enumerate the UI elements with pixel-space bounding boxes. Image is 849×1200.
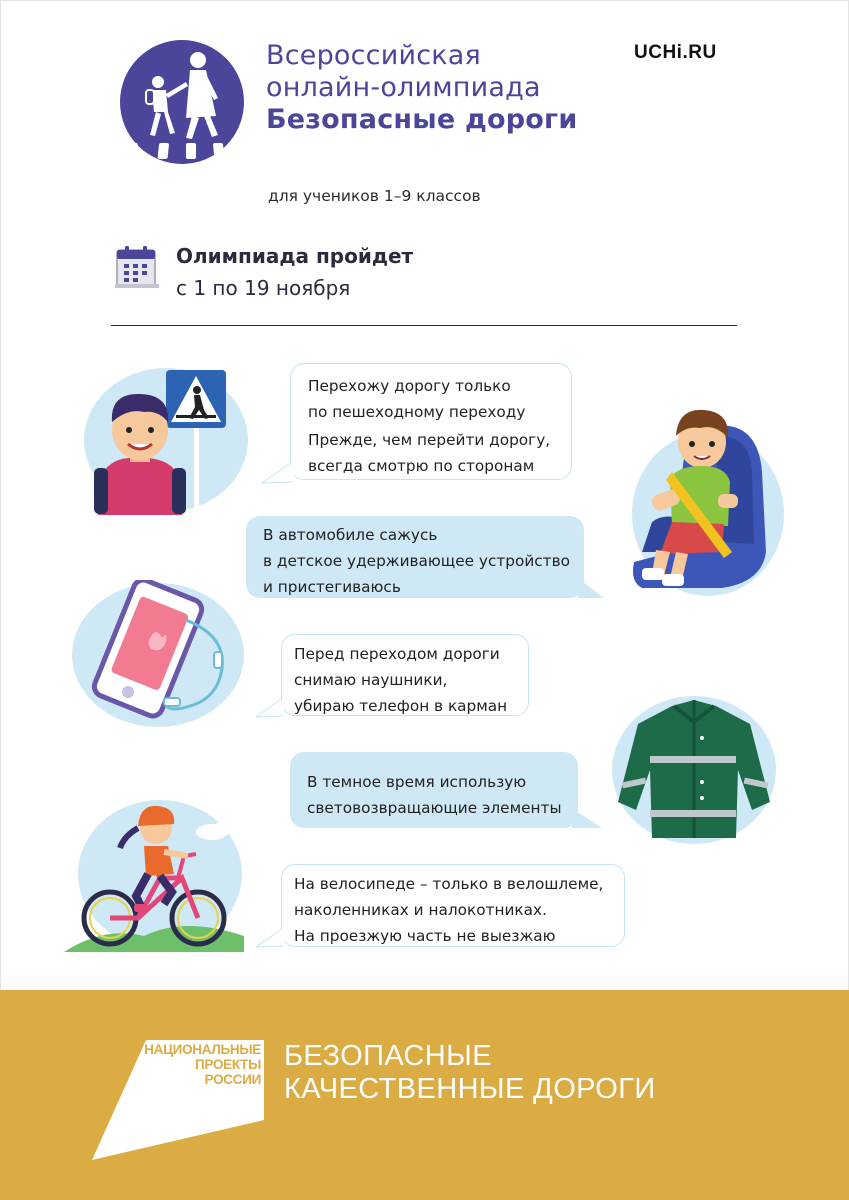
rule-4-line-1: В темное время использую	[307, 773, 527, 791]
title-line-1: Всероссийская	[266, 40, 481, 71]
np-line-3: РОССИИ	[204, 1072, 261, 1087]
rule-3-line-3: убираю телефон в карман	[294, 697, 508, 715]
brand-logo: UCHi.RU	[634, 42, 717, 63]
schedule-dates: с 1 по 19 ноября	[176, 276, 351, 300]
child-car-seat-illustration	[612, 402, 784, 602]
np-line-1: НАЦИОНАЛЬНЫЕ	[144, 1042, 261, 1057]
phone-headphones-illustration	[70, 580, 246, 730]
rule-5-line-3: На проезжую часть не выезжаю	[294, 927, 556, 945]
olympiad-title	[266, 40, 626, 136]
rule-4-line-2: световозвращающие элементы	[307, 799, 562, 817]
rule-bubble-reflective	[290, 752, 578, 828]
rule-bubble-crosswalk	[290, 363, 572, 480]
rule-1-line-2: по пешеходному переходу	[308, 403, 526, 421]
divider	[111, 325, 737, 326]
boy-crosswalk-sign-illustration	[78, 360, 248, 515]
rule-2-line-1: В автомобиле сажусь	[263, 526, 438, 544]
pedestrians-logo-icon	[120, 40, 244, 164]
rule-5-line-1: На велосипеде – только в велошлеме,	[294, 875, 604, 893]
rule-3-line-1: Перед переходом дороги	[294, 645, 500, 663]
bubble-tail	[262, 462, 294, 484]
reflective-jacket-illustration	[610, 692, 778, 847]
footer-project-title	[284, 1040, 656, 1106]
bubble-tail	[572, 808, 602, 828]
footer-title-line-1: БЕЗОПАСНЫЕ	[284, 1040, 492, 1072]
rule-3-line-2: снимаю наушники,	[294, 671, 448, 689]
title-line-2: онлайн-олимпиада	[266, 72, 541, 103]
girl-bicycle-illustration	[64, 796, 244, 952]
rule-1-line-1: Перехожу дорогу только	[308, 377, 511, 395]
rule-2-line-2: в детское удерживающее устройство	[263, 552, 570, 570]
rule-1-line-4: всегда смотрю по сторонам	[308, 457, 535, 475]
rule-bubble-headphones	[281, 634, 529, 716]
rule-5-line-2: наколенниках и налокотниках.	[294, 901, 547, 919]
schedule-title: Олимпиада пройдет	[176, 244, 414, 268]
footer-title-line-2: КАЧЕСТВЕННЫЕ ДОРОГИ	[284, 1073, 656, 1105]
rule-bubble-bicycle	[281, 864, 625, 947]
rule-2-line-3: и пристегиваюсь	[263, 578, 401, 596]
bubble-tail	[578, 578, 604, 598]
audience-subtitle: для учеников 1–9 классов	[268, 187, 481, 205]
rule-1-line-3: Прежде, чем перейти дорогу,	[308, 431, 551, 449]
bubble-tail	[256, 698, 284, 718]
rule-bubble-car-seat	[246, 516, 584, 598]
bubble-tail	[256, 928, 284, 948]
calendar-icon	[115, 244, 161, 290]
title-line-3: Безопасные дороги	[266, 104, 578, 135]
national-projects-label	[139, 1042, 261, 1087]
np-line-2: ПРОЕКТЫ	[195, 1057, 261, 1072]
